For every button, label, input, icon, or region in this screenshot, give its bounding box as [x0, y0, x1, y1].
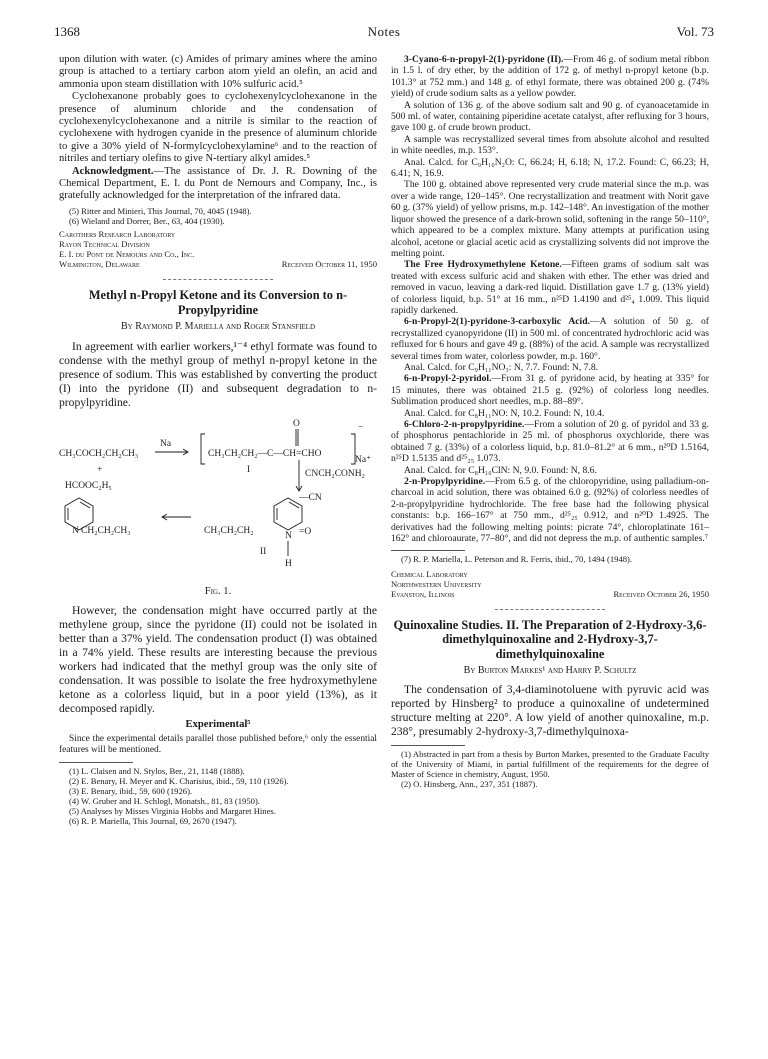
bracket-left — [201, 434, 205, 464]
carbonyl-oxygen: O — [293, 419, 300, 430]
affiliation-city: Wilmington, Delaware — [59, 259, 140, 270]
paragraph: Cyclohexanone probably goes to cyclohexenylcyclohexanone in the presence of aluminum chloride and the condensation of cyclohexenylcyclohexanone and a nitrile is similar to the reaction of cyclohexene with hydrogen cyanide in the presence of aluminum chloride to give a 30% yield of N-formylcyclohexylamine⁶ and to the reaction of nitriles and tertiary olefins to give N-tertiary alkyl amides.⁵ — [59, 91, 377, 165]
affiliation-line: Carothers Research Laboratory — [59, 229, 176, 240]
pyridine-double-bond — [80, 502, 90, 508]
article-title: Methyl n-Propyl Ketone and its Conversion to n-Propylpyridine — [88, 288, 348, 317]
received-date: Received October 26, 1950 — [613, 588, 709, 599]
plus-sign: + — [97, 465, 103, 476]
volume-label: Vol. 73 — [676, 24, 714, 39]
sodium-label: Na — [160, 439, 172, 450]
footnote: (2) O. Hinsberg, Ann., 237, 351 (1887). — [401, 779, 538, 790]
acknowledgment-heading: Acknowledgment. — [72, 165, 154, 177]
pyridone-substituent: CH₃CH₂CH₂ — [204, 526, 254, 537]
pyridone-oxo: =O — [299, 527, 312, 538]
running-title: Notes — [367, 24, 401, 39]
cyano-group: —CN — [299, 493, 322, 504]
reference: (4) W. Gruber and H. Schlogl, Monatsh., 81, 83 (1950). — [69, 795, 260, 806]
intro-paragraph: In agreement with earlier workers,¹⁻⁴ ethyl formate was found to condense with the methyl group of methyl n-propyl ketone in the presence of sodium. This was established by converting the product (I) into the pyridone (II) and subsequent degradation to n-propylpyridine. — [59, 339, 377, 410]
section-divider — [163, 279, 273, 280]
footnote: (6) Wieland and Dorrer, Ber., 63, 404 (1930). — [69, 215, 225, 226]
received-date: Received October 11, 1950 — [281, 259, 377, 270]
procedure-paragraph — [391, 419, 709, 465]
procedure-text: —Fifteen grams of sodium salt was treated with excess sulfuric acid and shaken with ether. The ether was dried and removed in vacuo, leaving a dark-red liquid. Distillation gave 1.7 g. (13% yield) of colorless liquid, b.p. 51° at 16 mm., n²⁵D 1.4190 and d²⁵₄ 1.009. This liquid rapidly darkened. — [391, 259, 709, 316]
procedure-paragraph — [391, 316, 709, 362]
procedure-heading: 6-n-Propyl-2-pyridol. — [404, 373, 492, 385]
procedure-text: —From a solution of 20 g. of pyridol and 33 g. of phosphorus pentachloride in 25 ml. of phosphorus oxychloride, there was obtained 7 g. (33%) of a colorless liquid, b.p. 81.0–81.2° at 6 mm., n²⁰D 1.5164, n²⁵D 1.5135 and d²⁵₂₅ 1.073. — [391, 419, 709, 465]
procedure-heading: 6-Chloro-2-n-propylpyridine. — [404, 419, 525, 430]
acknowledgment-text: —The assistance of Dr. J. R. Downing of the Chemical Department, E. I. du Pont de Nemours and Company, Inc., is gratefully acknowledged for the interpretation of the infrared data. — [59, 165, 377, 202]
affiliation-city: Evanston, Illinois — [391, 588, 455, 599]
affiliation-line: E. I. du Pont de Nemours and Co., Inc. — [59, 249, 195, 260]
procedure-text: —From 46 g. of sodium metal ribbon in 1.5 l. of dry ether, by the addition of 172 g. of methyl n-propyl ketone (b.p. 101.3° at 752 mm.) and 148 g. of ethyl formate, there was obtained 200 g. (74% yield) of crude sodium salts as a yellow powder. — [391, 54, 709, 100]
ethyl-formate-formula: HCOOC₂H₅ — [65, 481, 112, 492]
procedure-paragraph: The 100 g. obtained above represented very crude material since the m.p. was over a wide range, 120–145°. One recrystallization and treatment with Norit gave 60 g. (37% yield) of yellow prisms, m.p. 142–148°. An investigation of the mother liquor showed the presence of a dark-brown solid, softening in the range 50–110°, which appeared to be a complex mixture. Many attempts at purification using alcohol, acetone or glacial acetic acid as crystallizing solvents did not improve the melting point. — [391, 179, 709, 259]
reaction-scheme-figure — [59, 414, 377, 584]
analysis-line: Anal. Calcd. for C₉H₁₁NO₃: N, 7.7. Found: N, 7.8. — [404, 361, 599, 373]
pyridone-nitrogen: N — [285, 531, 292, 542]
section-divider — [495, 609, 605, 610]
affiliation-line: Rayon Technical Division — [59, 239, 150, 250]
procedure-paragraph: A solution of 136 g. of the above sodium salt and 90 g. of cyanoacetamide in 500 ml. of water, containing piperidine acetate catalyst, after refluxing for 3 hours, gave 100 g. of crude brown product. — [391, 99, 709, 134]
procedure-paragraph — [391, 373, 709, 407]
footnote-rule — [391, 745, 465, 746]
right-column — [391, 54, 709, 790]
section-heading: Experimental⁵ — [185, 719, 251, 731]
procedure-heading: 2-n-Propylpyridine. — [404, 476, 486, 488]
procedure-paragraph — [391, 54, 709, 100]
article-title: Quinoxaline Studies. II. The Preparation of 2-Hydroxy-3,6-dimethylquinoxaline and 2-Hydroxy-3,7-dimethylquinoxaline — [393, 617, 707, 661]
reference: (1) L. Claisen and N. Stylos, Ber., 21, 1148 (1888). — [69, 765, 245, 776]
analysis-line: Anal. Calcd. for C₈H₁₀ClN: N, 9.0. Found: N, 8.6. — [404, 464, 597, 476]
footnote-rule — [59, 762, 133, 763]
charge-sign: − — [358, 423, 364, 434]
intro-paragraph: The condensation of 3,4-diaminotoluene with pyruvic acid was reported by Hinsberg² to produce a quinoxaline of undetermined structure melting at 220°. A low yield of another quinoxaline, m.p. 238°, presumably 2-hydroxy-3,7-dimethylquinoxa- — [391, 682, 709, 739]
affiliation-line: Northwestern University — [391, 578, 482, 589]
article-authors: By Raymond P. Mariella and Roger Stansfield — [120, 321, 316, 333]
analysis-line: Anal. Calcd. for C₉H₁₀N₂O: C, 66.24; H, 6.18; N, 17.2. Found: C, 66.23; H, 6.41; N, 16.9. — [391, 156, 709, 180]
pyridone-ring — [274, 498, 302, 530]
compound-label-I: I — [247, 465, 251, 476]
reference: (2) E. Benary, H. Meyer and K. Charisius, ibid., 59, 110 (1926). — [69, 775, 289, 786]
procedure-paragraph — [391, 476, 709, 544]
procedure-text: —From 6.5 g. of the chloropyridine, using palladium-on-charcoal in acid solution, there was obtained 6.0 g. (92%) of colorless needles of 2-n-propylpyridine hydrochloride. The free base had the following physical constants: b.p. 166–167° at 750 mm., d²⁵₂₅ 0.912, and n²⁰D 1.4925. The derivatives had the following melting points: picrate 74°, chloroplatinate 161–162° and chloroaurate, 77–80°, and did not depress the m.p. of authentic samples.⁷ — [391, 476, 709, 545]
cyanoacetamide-reagent: CNCH₂CONH₂ — [305, 469, 365, 480]
sodium-ion: Na⁺ — [355, 455, 372, 466]
pyridone-hydrogen: H — [285, 559, 292, 570]
analysis-line: Anal. Calcd. for C₈H₁₁NO: N, 10.2. Found: N, 10.4. — [404, 407, 605, 419]
pyridine-substituent: CH₂CH₂CH₃ — [81, 526, 131, 537]
procedure-text: —A solution of 50 g. of recrystallized cyanopyridone (II) in 500 ml. of concentrated hydrochloric acid was refluxed for 6 hours and gave 49 g. (88%) of the acid. A sample was recrystallized several times from water, colorless powder, m.p. 160°. — [391, 316, 709, 362]
paragraph: However, the condensation might have occurred partly at the methylene group, since the pyridone (II) could not be isolated in better than a 37% yield. The condensation product (I) was obtained in a 74% yield. These results are interesting because the previous workers had indicated that the methyl group was the only site of condensation. It was possible to isolate the free hydroxymethylene ketone as a colorless liquid, but in a poor yield (13%), as it decomposed rapidly. — [59, 603, 377, 716]
procedure-paragraph — [391, 259, 709, 316]
footnote: (5) Ritter and Minieri, This Journal, 70, 4045 (1948). — [69, 205, 252, 216]
enolate-formula: CH₃CH₂CH₂—C—CH=CHO — [208, 449, 322, 460]
procedure-paragraph: A sample was recrystallized several times from absolute alcohol and resulted in white needles, m.p. 153°. — [391, 133, 709, 157]
figure-caption: Fig. 1. — [204, 586, 232, 598]
reference: (6) R. P. Mariella, This Journal, 69, 2670 (1947). — [69, 816, 237, 827]
affiliation-line: Chemical Laboratory — [391, 568, 468, 579]
affiliation-line — [391, 589, 709, 599]
footnote: (7) R. P. Mariella, L. Peterson and R. Ferris, ibid., 70, 1494 (1948). — [401, 554, 633, 565]
procedure-heading: The Free Hydroxymethylene Ketone. — [404, 259, 562, 271]
affiliation-line — [59, 259, 377, 269]
pyridone-double-bond — [289, 502, 299, 508]
left-column — [59, 54, 377, 826]
procedure-heading: 3-Cyano-6-n-propyl-2(1)-pyridone (II). — [404, 54, 564, 65]
experimental-intro: Since the experimental details parallel those published before,⁶ only the essential features will be mentioned. — [59, 733, 377, 755]
pyridine-nitrogen: N — [72, 526, 79, 537]
footnote-rule — [391, 550, 465, 551]
continued-paragraph: upon dilution with water. (c) Amides of primary amines where the amino group is attached to a tertiary carbon atom yield an olefin, an acid and ammonia upon steam distillation with 10% sulfuric acid.⁵ — [59, 54, 377, 90]
reference: (5) Analyses by Misses Virginia Hobbs and Margaret Hines. — [69, 806, 276, 817]
page-number: 1368 — [54, 24, 80, 39]
ketone-formula: CH₃COCH₂CH₂CH₃ — [59, 449, 139, 460]
footnote: (1) Abstracted in part from a thesis by Burton Markes, presented to the Graduate Faculty of the University of Miami, in partial fulfillment of the requirements for the degree of Master of Science in chemistry, August, 1950. — [391, 749, 709, 780]
procedure-heading: 6-n-Propyl-2(1)-pyridone-3-carboxylic Acid. — [404, 316, 590, 328]
reference: (3) E. Benary, ibid., 59, 600 (1926). — [69, 785, 193, 796]
page-header — [54, 24, 714, 44]
compound-label-II: II — [260, 547, 267, 558]
article-authors: By Burton Markes¹ and Harry P. Schultz — [463, 665, 637, 677]
acknowledgment — [59, 166, 377, 203]
procedure-text: —From 31 g. of pyridone acid, by heating at 335° for 15 minutes, there was obtained 21.5 g. (92%) of colorless long needles. Sublimation produced short needles, m.p. 88–89°. — [391, 373, 709, 408]
